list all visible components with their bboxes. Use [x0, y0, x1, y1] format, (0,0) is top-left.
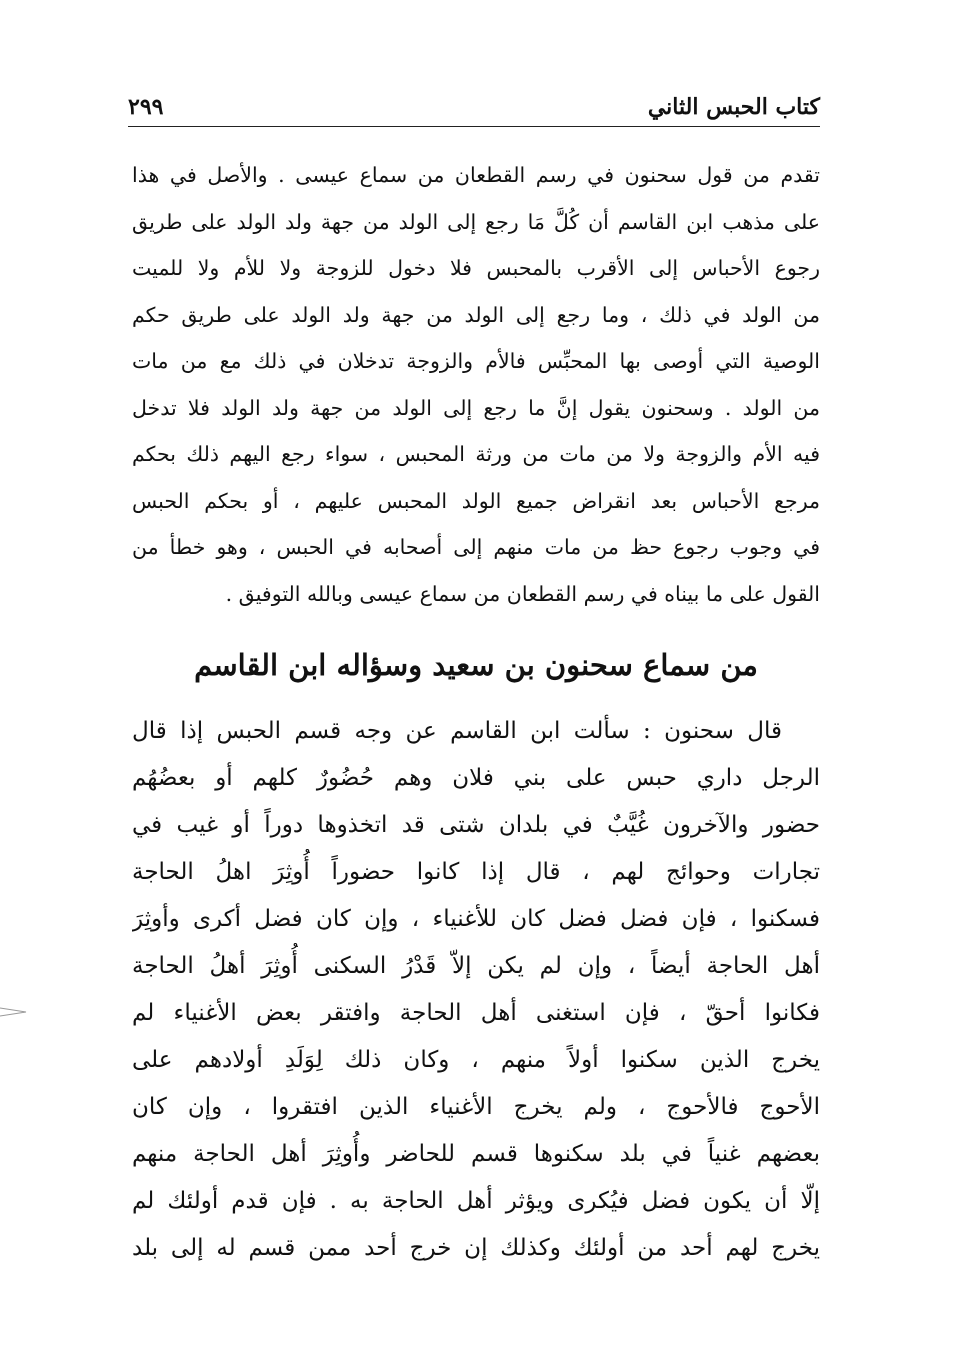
text-line: القول على ما بيناه في رسم القطعان من سماع عيسى وبالله التوفيق .: [225, 581, 820, 606]
running-title: كتاب الحبس الثاني: [647, 94, 820, 120]
text-line: مرجع الأحباس بعد انقراض جميع الولد المحبس عليهم ، أو بحكم الحبس: [132, 488, 820, 513]
text-line: من الولد . وسحنون يقول إنَّ ما رجع إلى الولد من جهة ولد الولد فلا تدخل: [132, 395, 820, 420]
text-line: فسكنوا ، فإن فضل فضل كان للأغنياء ، وإن كان فضل أكرى وأوثِرَ: [132, 906, 820, 932]
text-line: يخرج الذين سكنوا أولاً منهم ، وكان ذلك لِوَلَدِ أولادهم على: [132, 1047, 820, 1073]
text-line: على مذهب ابن القاسم أن كُلَّ مَا رجع إلى الولد من جهة ولد الولد على طريق: [132, 209, 820, 234]
commentary-paragraph: [132, 152, 820, 617]
text-line: تجارات وحوائج لهم ، قال إذا كانوا حضوراً أُوثِرَ اهلُ الحاجة: [132, 859, 820, 885]
text-line: الوصية التي أوصى بها المحبِّس فالأم والزوجة تدخلان في ذلك مع من مات: [132, 349, 820, 373]
text-line: في وجوب رجوع حظ من مات منهم إلى أصحابه في الحبس ، وهو خطأ من: [132, 535, 820, 559]
text-line: من الولد في ذلك ، وما رجع إلى الولد من جهة ولد الولد على طريق حكم: [132, 302, 820, 327]
margin-scan-mark: [0, 1000, 30, 1020]
text-line: إلّا أن يكون فضل فيُكرى ويؤثر أهل الحاجة به . فإن قدم أولئك لم: [132, 1188, 820, 1214]
text-line: قال سحنون : سألت ابن القاسم عن وجه قسم الحبس إذا قال: [132, 718, 782, 744]
text-line: حضور والآخرون غُيَّبٌ في بلدان شتى قد اتخذوها دوراً أو غيب في: [132, 812, 820, 838]
text-line: الرجل داري حبس على بني فلان وهم حُضُورٌ كلهم أو بعضُهُم: [132, 765, 820, 791]
text-line: بعضهم غنياً في بلد سكنوها قسم للحاضر وأُوثِرَ أهل الحاجة منهم: [132, 1141, 820, 1167]
text-line: تقدم من قول سحنون في رسم القطعان من سماع عيسى . والأصل في هذا: [132, 163, 820, 187]
section-heading: من سماع سحنون بن سعيد وسؤاله ابن القاسم: [194, 648, 758, 682]
text-line: يخرج لهم أحد من أولئك وكذلك إن خرج أحد ممن قسم له إلى بلد: [132, 1235, 820, 1261]
header-rule: [128, 126, 820, 127]
text-line: الأحوج فالأحوج ، ولم يخرج الأغنياء الذين افتقروا ، وإن كان: [132, 1094, 820, 1120]
page-number: ٢٩٩: [128, 94, 164, 120]
text-line: رجوع الأحباس إلى الأقرب بالمحبس فلا دخول للزوجة ولا للأم ولا للميت: [132, 256, 820, 280]
text-line: أهل الحاجة أيضاً ، وإن لم يكن إلاّ قَدْرُ السكنى أُوثِرَ أهلُ الحاجة: [132, 953, 820, 979]
text-line: فكانوا أحقّ ، فإن استغنى أهل الحاجة وافتقر بعض الأغنياء لم: [132, 1000, 820, 1026]
main-text-paragraph: [132, 708, 820, 1272]
page-header: [128, 92, 820, 128]
text-line: فيه الأم والزوجة ولا من مات من ورثة المحبس ، سواء رجع اليهم ذلك بحكم: [132, 442, 820, 466]
